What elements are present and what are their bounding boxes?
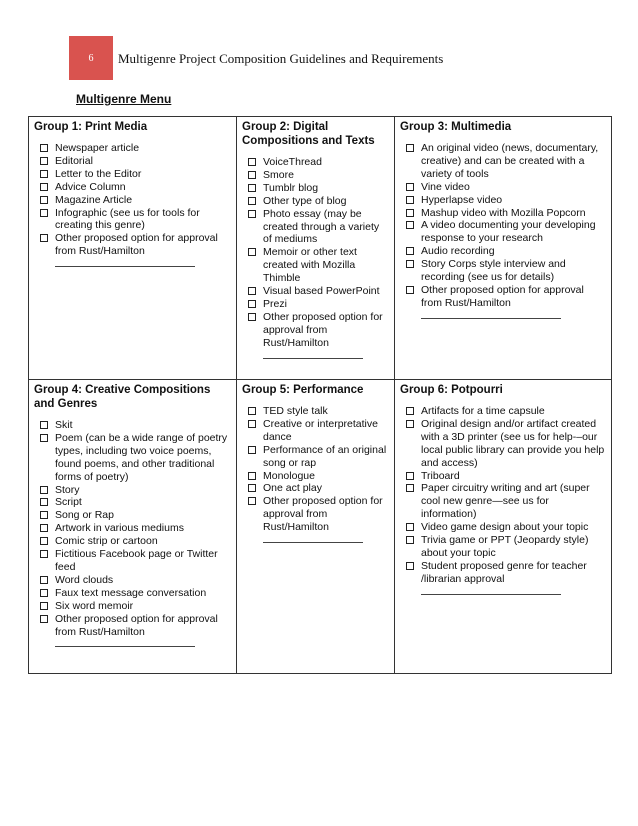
- list-item: [248, 311, 389, 359]
- list-item: [40, 587, 231, 600]
- checkbox-icon: [40, 615, 48, 623]
- list-item: [248, 482, 389, 495]
- list-item: [40, 522, 231, 535]
- option-list: [242, 156, 389, 359]
- checkbox-icon: [40, 170, 48, 178]
- list-item: [40, 419, 231, 432]
- checkbox-icon: [40, 524, 48, 532]
- list-item: [406, 534, 606, 560]
- checkbox-icon: [248, 300, 256, 308]
- list-item: [40, 432, 231, 484]
- checkbox-icon: [248, 210, 256, 218]
- table-row: [29, 117, 612, 380]
- list-item-label: Creative or interpretative dance: [263, 417, 378, 443]
- list-item-label: A video documenting your developing response to your research: [421, 219, 596, 245]
- list-item-label: Editorial: [55, 154, 93, 167]
- list-item-label: Student proposed genre for teacher /librarian approval: [421, 560, 606, 595]
- page-number: 6: [88, 52, 94, 64]
- list-item-label: Skit: [55, 419, 73, 431]
- list-item: [248, 182, 389, 195]
- table-row: [29, 380, 612, 674]
- checkbox-icon: [248, 313, 256, 321]
- list-item-label: Photo essay (may be created through a variety of mediums: [263, 207, 380, 246]
- list-item: [248, 418, 389, 444]
- list-item-label: Other proposed option for approval from Rust/Hamilton: [421, 284, 606, 319]
- group-cell-5: [237, 380, 395, 674]
- group-cell-4: [29, 380, 237, 674]
- list-item-label: Magazine Article: [55, 193, 133, 206]
- list-item-label: Video game design about your topic: [421, 521, 589, 534]
- list-item-label: Other type of blog: [263, 194, 347, 207]
- list-item-label: Hyperlapse video: [421, 193, 503, 206]
- list-item-label: Song or Rap: [55, 509, 114, 522]
- checkbox-icon: [406, 247, 414, 255]
- checkbox-icon: [40, 602, 48, 610]
- checkbox-icon: [248, 197, 256, 205]
- list-item: [40, 613, 231, 648]
- list-item: [248, 156, 389, 169]
- list-item: [406, 258, 606, 284]
- checkbox-icon: [40, 537, 48, 545]
- list-item: [40, 496, 231, 509]
- multigenre-menu-table: [28, 116, 612, 674]
- list-item: [40, 484, 231, 497]
- list-item-label: Script: [55, 496, 82, 509]
- checkbox-icon: [40, 234, 48, 242]
- checkbox-icon: [40, 144, 48, 152]
- checkbox-icon: [248, 171, 256, 179]
- write-in-blank-line: [421, 312, 561, 319]
- checkbox-icon: [40, 157, 48, 165]
- checkbox-icon: [40, 589, 48, 597]
- checkbox-icon: [40, 434, 48, 442]
- list-item: [248, 285, 389, 298]
- checkbox-icon: [40, 421, 48, 429]
- list-item: [40, 600, 231, 613]
- group-cell-2: [237, 117, 395, 380]
- group-cell-1: [29, 117, 237, 380]
- list-item-label: Other proposed option for approval from Rust/Hamilton: [55, 232, 231, 267]
- checkbox-icon: [248, 484, 256, 492]
- list-item-label: Infographic (see us for tools for creating this genre): [55, 206, 200, 232]
- list-item-label: Performance of an original song or rap: [263, 443, 387, 469]
- group-title: Group 3: Multimedia: [400, 121, 512, 133]
- list-item-label: Newspaper article: [55, 142, 140, 154]
- checkbox-icon: [40, 511, 48, 519]
- option-list: [242, 405, 389, 543]
- list-item: [40, 207, 231, 233]
- checkbox-icon: [406, 407, 414, 415]
- group-title: Group 1: Print Media: [34, 121, 148, 133]
- list-item: [40, 509, 231, 522]
- checkbox-icon: [248, 420, 256, 428]
- list-item-label: Letter to the Editor: [55, 167, 142, 180]
- list-item-label: Mashup video with Mozilla Popcorn: [421, 206, 586, 219]
- list-item: [406, 560, 606, 595]
- list-item: [248, 169, 389, 182]
- checkbox-icon: [248, 472, 256, 480]
- group-title: Group 2: Digital Compositions and Texts: [242, 121, 375, 147]
- list-item-label: Story: [55, 483, 80, 496]
- list-item: [248, 246, 389, 285]
- list-item: [248, 195, 389, 208]
- checkbox-icon: [406, 221, 414, 229]
- checkbox-icon: [248, 407, 256, 415]
- list-item: [40, 168, 231, 181]
- list-item: [248, 208, 389, 247]
- list-item-label: Prezi: [263, 297, 287, 310]
- list-item: [40, 548, 231, 574]
- checkbox-icon: [248, 158, 256, 166]
- checkbox-icon: [40, 498, 48, 506]
- list-item: [406, 482, 606, 521]
- list-item: [406, 219, 606, 245]
- checkbox-icon: [406, 523, 414, 531]
- write-in-blank-line: [263, 352, 363, 359]
- checkbox-icon: [406, 260, 414, 268]
- list-item-label: One act play: [263, 482, 322, 495]
- checkbox-icon: [248, 446, 256, 454]
- list-item-label: An original video (news, documentary, creative) and can be created with a variety of tools: [421, 142, 599, 180]
- checkbox-icon: [406, 536, 414, 544]
- checkbox-icon: [406, 484, 414, 492]
- list-item: [406, 207, 606, 220]
- checkbox-icon: [40, 183, 48, 191]
- checkbox-icon: [406, 144, 414, 152]
- list-item: [406, 405, 606, 418]
- list-item-label: Poem (can be a wide range of poetry types, including two voice poems, found poems, and other traditional forms of poetry): [55, 431, 228, 483]
- list-item: [406, 194, 606, 207]
- list-item-label: Tumblr blog: [263, 181, 319, 194]
- list-item: [248, 298, 389, 311]
- list-item-label: Other proposed option for approval from Rust/Hamilton: [263, 311, 389, 359]
- list-item-label: Visual based PowerPoint: [263, 285, 380, 298]
- list-item-label: Word clouds: [55, 573, 114, 586]
- list-item-label: Memoir or other text created with Mozilla Thimble: [263, 246, 357, 285]
- list-item-label: VoiceThread: [263, 156, 322, 168]
- list-item-label: Advice Column: [55, 180, 126, 193]
- list-item: [248, 470, 389, 483]
- list-item: [40, 155, 231, 168]
- group-title: Group 6: Potpourri: [400, 384, 503, 396]
- list-item: [406, 142, 606, 181]
- group-title: Group 5: Performance: [242, 384, 364, 396]
- list-item-label: TED style talk: [263, 405, 328, 417]
- list-item: [406, 181, 606, 194]
- list-item-label: Other proposed option for approval from Rust/Hamilton: [55, 613, 231, 648]
- page-number-badge: [69, 36, 113, 80]
- list-item: [248, 495, 389, 543]
- checkbox-icon: [406, 286, 414, 294]
- list-item: [248, 405, 389, 418]
- list-item-label: Original design and/or artifact created with a 3D printer (see us for help-–our local public library can provide you help and access): [421, 417, 605, 469]
- checkbox-icon: [248, 497, 256, 505]
- checkbox-icon: [40, 209, 48, 217]
- checkbox-icon: [248, 248, 256, 256]
- list-item-label: Story Corps style interview and recording (see us for details): [421, 258, 566, 284]
- menu-title: Multigenre Menu: [76, 92, 172, 106]
- list-item-label: Comic strip or cartoon: [55, 535, 158, 548]
- checkbox-icon: [406, 183, 414, 191]
- list-item: [40, 181, 231, 194]
- checkbox-icon: [406, 420, 414, 428]
- option-list: [400, 142, 606, 319]
- list-item-label: Trivia game or PPT (Jeopardy style) about your topic: [421, 534, 589, 559]
- list-item-label: Monologue: [263, 469, 315, 482]
- list-item: [406, 245, 606, 258]
- list-item-label: Paper circuitry writing and art (super cool new genre—see us for information): [421, 482, 590, 521]
- list-item-label: Other proposed option for approval from Rust/Hamilton: [263, 495, 389, 543]
- option-list: [400, 405, 606, 595]
- list-item: [406, 284, 606, 319]
- list-item: [40, 194, 231, 207]
- option-list: [34, 419, 231, 647]
- list-item: [40, 574, 231, 587]
- checkbox-icon: [406, 209, 414, 217]
- list-item: [40, 232, 231, 267]
- checkbox-icon: [40, 576, 48, 584]
- list-item: [406, 418, 606, 470]
- list-item: [248, 444, 389, 470]
- group-title: Group 4: Creative Compositions and Genres: [34, 384, 211, 410]
- checkbox-icon: [406, 196, 414, 204]
- write-in-blank-line: [55, 640, 195, 647]
- checkbox-icon: [248, 184, 256, 192]
- list-item-label: Fictitious Facebook page or Twitter feed: [55, 548, 218, 573]
- group-cell-6: [395, 380, 612, 674]
- list-item-label: Faux text message conversation: [55, 586, 207, 599]
- checkbox-icon: [40, 486, 48, 494]
- list-item: [40, 142, 231, 155]
- list-item-label: Smore: [263, 168, 294, 181]
- document-header-title: Multigenre Project Composition Guidelines and Requirements: [118, 51, 444, 66]
- group-cell-3: [395, 117, 612, 380]
- checkbox-icon: [406, 472, 414, 480]
- list-item-label: Triboard: [421, 469, 460, 482]
- write-in-blank-line: [421, 588, 561, 595]
- checkbox-icon: [406, 562, 414, 570]
- checkbox-icon: [40, 196, 48, 204]
- option-list: [34, 142, 231, 267]
- list-item: [406, 521, 606, 534]
- list-item-label: Vine video: [421, 180, 470, 193]
- write-in-blank-line: [263, 536, 363, 543]
- list-item-label: Six word memoir: [55, 599, 134, 612]
- checkbox-icon: [40, 550, 48, 558]
- list-item-label: Audio recording: [421, 245, 495, 258]
- write-in-blank-line: [55, 260, 195, 267]
- checkbox-icon: [248, 287, 256, 295]
- list-item: [40, 535, 231, 548]
- list-item-label: Artifacts for a time capsule: [421, 405, 545, 417]
- list-item: [406, 470, 606, 483]
- list-item-label: Artwork in various mediums: [55, 522, 184, 535]
